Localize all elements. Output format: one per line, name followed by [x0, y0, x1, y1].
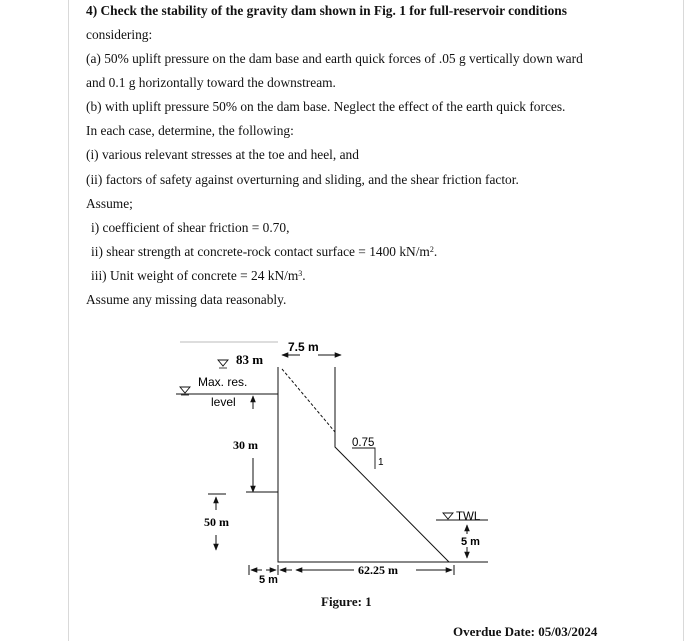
label-83m: 83 m [236, 352, 264, 367]
twl-symbol-icon [443, 513, 453, 519]
item-i: (i) various relevant stresses at the toe and heel, and [86, 147, 359, 162]
label-slope-1: 1 [378, 457, 384, 468]
assume-iii: iii) Unit weight of concrete = 24 $kN/m^3$. [91, 268, 306, 283]
assume-missing: Assume any missing data reasonably. [86, 292, 287, 307]
label-twl: TWL [456, 511, 481, 523]
label-level: level [211, 395, 236, 409]
determine-heading: In each case, determine, the following: [86, 123, 294, 138]
assume-i: i) coefficient of shear friction = 0.70, [91, 220, 290, 235]
label-slope-075: 0.75 [352, 437, 375, 449]
label-5m-base: 5 m [259, 574, 278, 586]
slope-triangle [352, 448, 375, 469]
part-a-line-2: and 0.1 g horizontally toward the downstream. [86, 75, 336, 90]
due-date: Overdue Date: 05/03/2024 [453, 624, 598, 639]
figure-caption: Figure: 1 [321, 594, 372, 609]
question-considering: considering: [86, 27, 153, 42]
label-30m: 30 m [233, 438, 258, 452]
label-50m: 50 m [204, 515, 229, 529]
water-level-symbol-icon [218, 360, 228, 366]
assume-ii: ii) shear strength at concrete-rock contact surface = 1400 $kN/m^2$. [91, 244, 438, 259]
item-ii: (ii) factors of safety against overturning and sliding, and the shear friction factor. [86, 172, 519, 187]
dam-dashed-diagonal [282, 369, 335, 432]
part-a-line-1: (a) 50% uplift pressure on the dam base and earth quick forces of .05 g vertically down ward [86, 51, 583, 66]
dam-outline [278, 367, 449, 562]
max-res-level-symbol-icon [180, 387, 190, 393]
question-title: 4) Check the stability of the gravity dam shown in Fig. 1 for full-reservoir conditions [86, 3, 567, 18]
assume-heading: Assume; [86, 196, 133, 211]
label-7-5m: 7.5 m [288, 340, 319, 354]
label-5m-tail: 5 m [461, 536, 480, 548]
label-62-25m: 62.25 m [358, 563, 398, 577]
part-b: (b) with uplift pressure 50% on the dam base. Neglect the effect of the earth quick forces. [86, 99, 566, 114]
label-max-res: Max. res. [198, 375, 248, 389]
